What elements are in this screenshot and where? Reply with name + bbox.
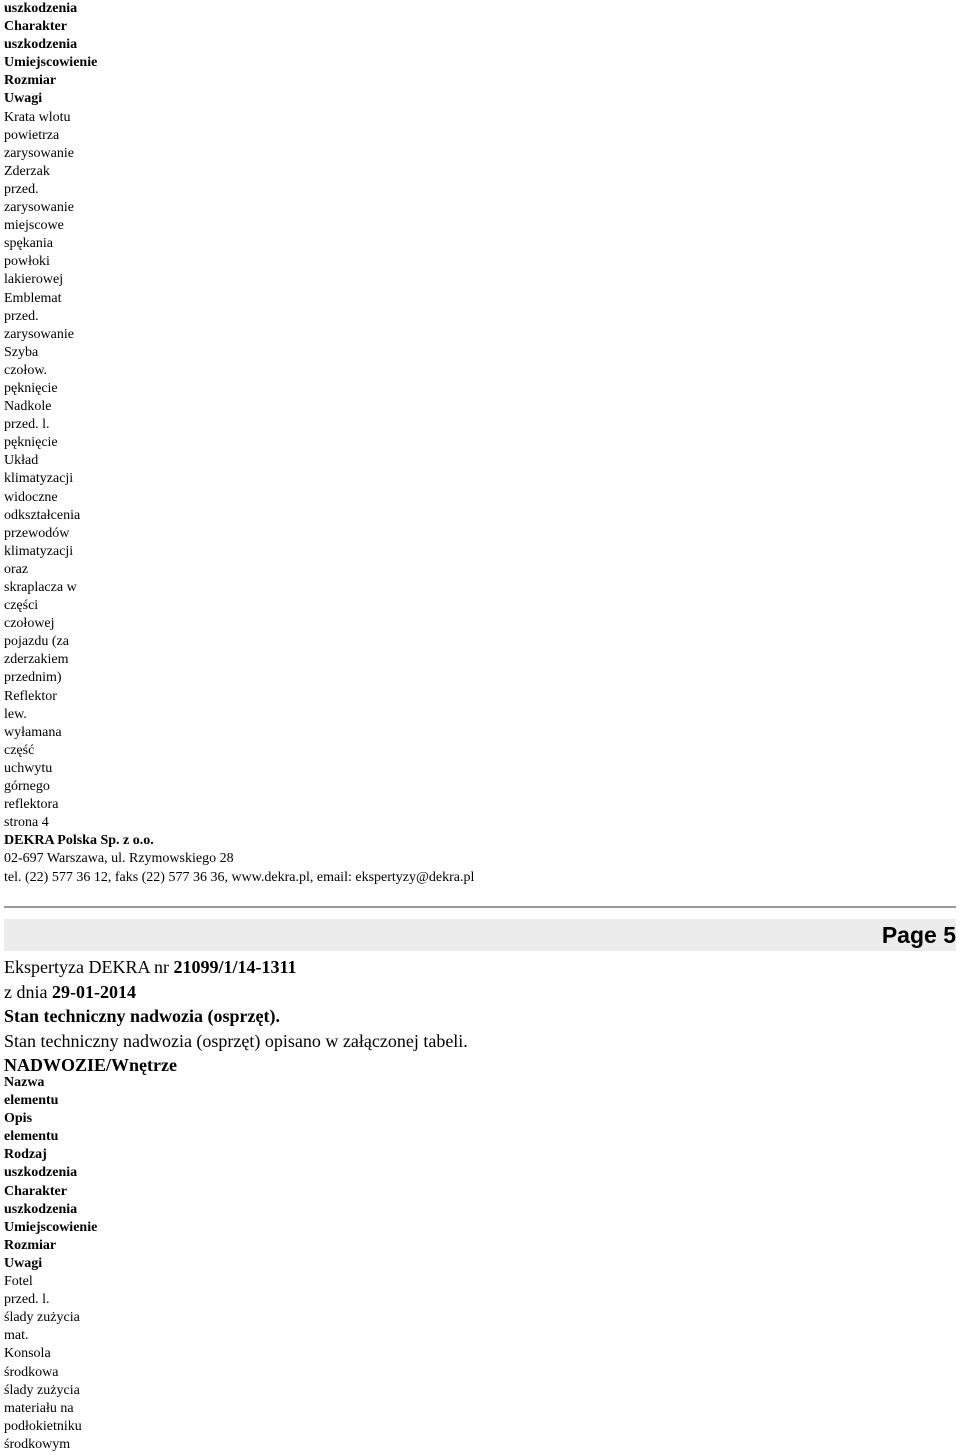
report-prefix: Ekspertyza DEKRA nr — [4, 957, 174, 977]
table-cell: przed. l. — [4, 417, 50, 433]
table-cell: środkowa — [4, 1364, 59, 1380]
table-cell: zderzakiem — [4, 652, 69, 668]
table-header-cell: Uwagi — [4, 91, 43, 107]
table-header-cell: uszkodzenia — [4, 1165, 78, 1181]
page4-table-tail — [4, 0, 474, 887]
table-cell: Krata wlotu — [4, 109, 71, 125]
table-header-cell: uszkodzenia — [4, 37, 78, 53]
table-cell: odkształcenia — [4, 507, 81, 523]
table-header-cell: Charakter — [4, 19, 67, 35]
table-cell: klimatyzacji — [4, 471, 74, 487]
table-cell: Fotel — [4, 1274, 33, 1290]
table-cell: skraplacza w — [4, 580, 77, 595]
company-name: DEKRA Polska Sp. z o.o. — [4, 833, 154, 849]
page-header-bar — [4, 919, 956, 951]
table-cell: lakierowej — [4, 272, 64, 288]
table-cell: powłoki — [4, 254, 50, 270]
table-cell: wyłamana — [4, 724, 62, 740]
table-cell: Szyba — [4, 344, 39, 360]
table-cell: pojazdu (za — [4, 634, 69, 650]
table-cell: lew. — [4, 706, 27, 722]
table-cell: czołow. — [4, 362, 48, 378]
table-cell: środkowym — [4, 1436, 71, 1452]
page-label: Page 5 — [881, 922, 956, 948]
table-header-cell: Opis — [4, 1111, 33, 1127]
table-header-cell: Nazwa — [4, 1075, 45, 1090]
table-cell: przed. — [4, 308, 39, 324]
page-divider — [4, 906, 956, 908]
table-cell: Zderzak — [4, 163, 50, 179]
table-cell: ślady zużycia — [4, 1382, 80, 1398]
table-cell: część — [4, 742, 35, 758]
table-cell: przed. — [4, 181, 39, 197]
table-cell: powietrza — [4, 127, 60, 143]
table-cell: przed. l. — [4, 1292, 50, 1308]
report-date: 29-01-2014 — [51, 981, 136, 1002]
section-title: Stan techniczny nadwozia (osprzęt). — [4, 1006, 280, 1026]
section-description: Stan techniczny nadwozia (osprzęt) opisano w załączonej tabeli. — [4, 1030, 468, 1051]
page5-table — [4, 1074, 97, 1454]
table-header-cell: uszkodzenia — [4, 1201, 78, 1217]
date-prefix: z dnia — [4, 981, 52, 1002]
table-cell: ślady zużycia — [4, 1310, 80, 1326]
table-cell: uchwytu — [4, 760, 53, 776]
table-cell: przewodów — [4, 525, 70, 541]
table-header-cell: Rozmiar — [4, 73, 57, 89]
table-cell: Układ — [4, 453, 39, 469]
table-cell: Konsola — [4, 1346, 51, 1362]
table-cell: mat. — [4, 1328, 29, 1344]
table-cell: części — [4, 598, 39, 614]
company-address: 02-697 Warszawa, ul. Rzymowskiego 28 — [4, 851, 234, 867]
table-cell: zarysowanie — [4, 200, 74, 216]
table-cell: reflektora — [4, 797, 59, 813]
table-cell: materiału na — [4, 1400, 74, 1416]
table-cell: klimatyzacji — [4, 543, 74, 559]
table-header-cell: Charakter — [4, 1183, 67, 1199]
table-header-cell: Rodzaj — [4, 1147, 47, 1163]
table-cell: pęknięcie — [4, 380, 58, 396]
table-cell: widoczne — [4, 489, 58, 505]
report-date-line — [4, 980, 468, 1005]
table-header-cell: uszkodzenia — [4, 1, 78, 16]
table-cell: górnego — [4, 779, 50, 795]
table-header-cell: Rozmiar — [4, 1237, 57, 1253]
table-header-cell: Umiejscowienie — [4, 55, 98, 71]
table-title: NADWOZIE/Wnętrze — [4, 1055, 177, 1075]
table-cell: miejscowe — [4, 218, 64, 234]
page5-heading — [4, 955, 468, 1078]
table-cell: Emblemat — [4, 290, 62, 306]
table-cell: Reflektor — [4, 688, 57, 704]
company-contact: tel. (22) 577 36 12, faks (22) 577 36 36, www.dekra.pl, email: ekspertyzy@dekra.pl — [4, 869, 475, 885]
table-cell: oraz — [4, 561, 29, 577]
table-cell: zarysowanie — [4, 326, 74, 342]
table-header-cell: elementu — [4, 1129, 59, 1145]
table-header-cell: elementu — [4, 1093, 59, 1109]
table-cell: Nadkole — [4, 399, 52, 415]
report-number: 21099/1/14-1311 — [173, 957, 297, 977]
report-number-line — [4, 955, 468, 980]
table-cell: podłokietniku — [4, 1418, 82, 1434]
table-cell: czołowej — [4, 616, 55, 632]
table-cell: zarysowanie — [4, 145, 74, 161]
page-number: strona 4 — [4, 815, 49, 831]
table-header-cell: Uwagi — [4, 1255, 43, 1271]
table-cell: spękania — [4, 236, 53, 252]
table-cell: przednim) — [4, 670, 62, 686]
table-cell: pęknięcie — [4, 435, 58, 451]
table-header-cell: Umiejscowienie — [4, 1219, 98, 1235]
